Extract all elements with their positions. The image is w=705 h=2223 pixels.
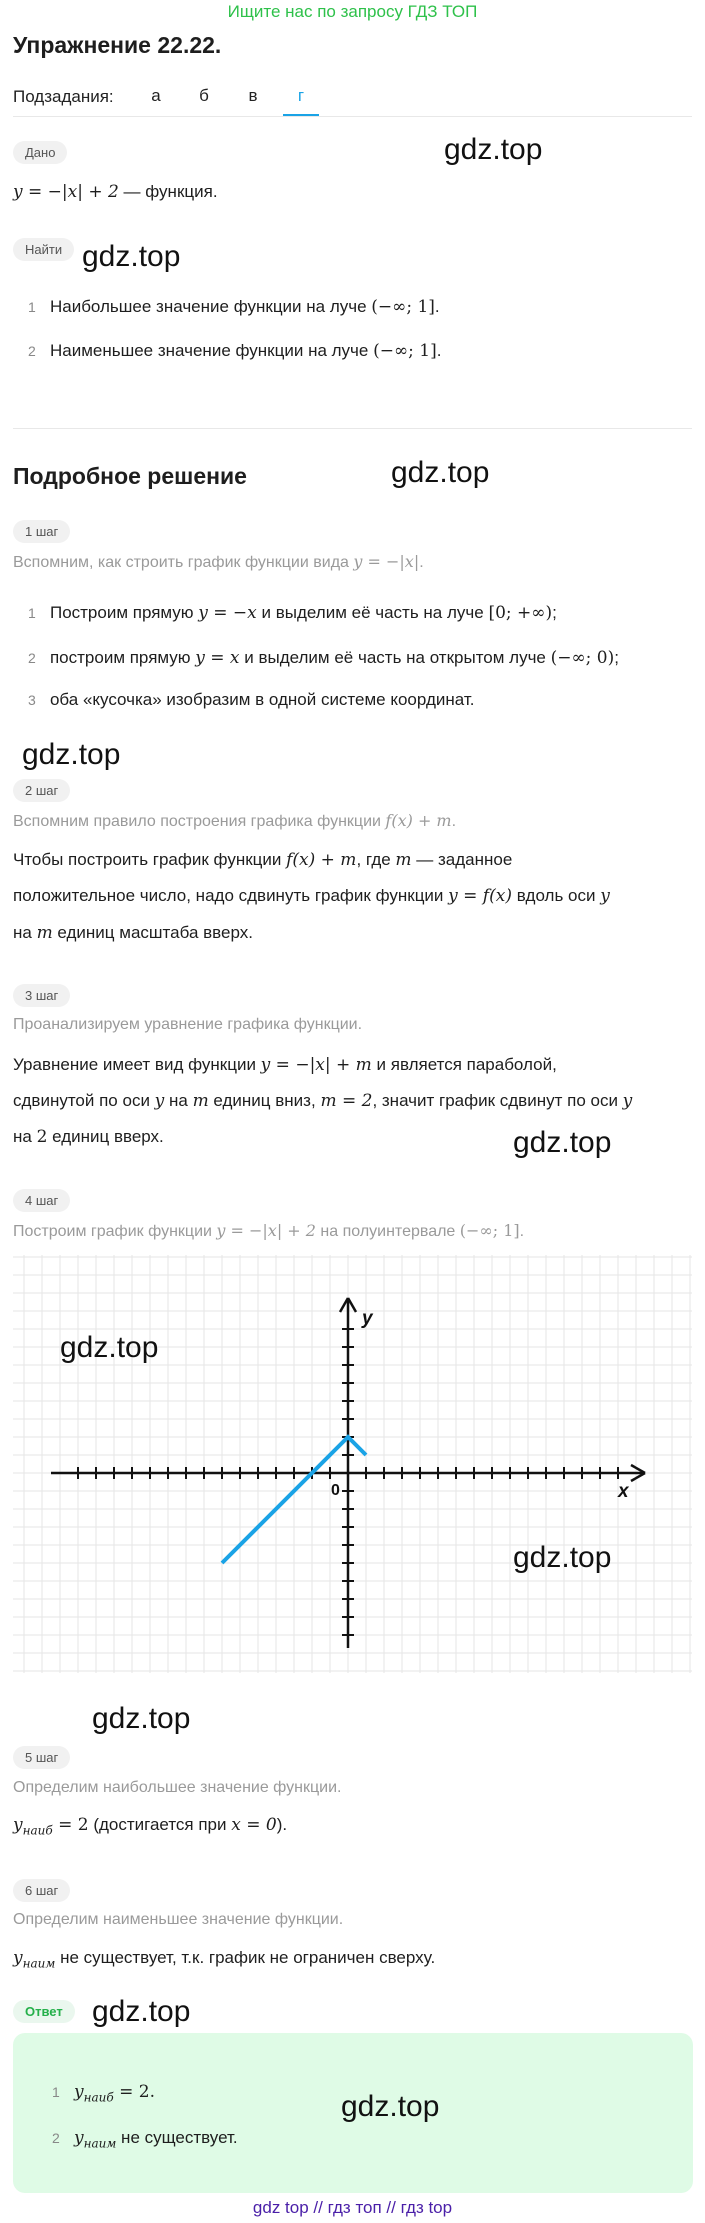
given-text <box>13 180 218 204</box>
item-math: y = −x <box>198 603 257 623</box>
tab-a[interactable]: а <box>151 86 161 105</box>
item-text: Наименьшее значение функции на луче <box>49 341 374 360</box>
x-axis-label: x <box>618 1481 629 1502</box>
line-text: единиц вниз, <box>208 1091 321 1110</box>
item-number: 3 <box>28 692 36 708</box>
item-number: 2 <box>28 650 36 666</box>
line-text: Чтобы построить график функции <box>13 850 287 869</box>
step-5-label: 5 шаг <box>13 1746 70 1769</box>
graph <box>13 1255 692 1673</box>
item-text: Наибольшее значение функции на луче <box>49 297 372 316</box>
find-item <box>28 295 440 319</box>
line-text: , где <box>356 850 396 869</box>
step-6-label: 6 шаг <box>13 1879 70 1902</box>
step-2-line <box>13 921 253 945</box>
line-math: y <box>13 1948 23 1968</box>
item-math: (−∞; 1] <box>371 297 435 317</box>
item-text: оба «кусочка» изобразим в одной системе координат. <box>49 690 475 709</box>
line-math: y <box>154 1091 165 1111</box>
line-text: на <box>13 1127 37 1146</box>
line-text: Уравнение имеет вид функции <box>13 1055 261 1074</box>
item-math: = 2. <box>113 2082 155 2102</box>
line-text: на <box>13 923 37 942</box>
step-1-item <box>28 688 474 712</box>
step-3-line <box>13 1125 164 1149</box>
item-math: y <box>73 2082 84 2102</box>
item-number: 1 <box>52 2084 60 2100</box>
line-text: положительное число, надо сдвинуть график функции <box>13 886 449 905</box>
item-end: . <box>436 341 442 360</box>
item-number: 1 <box>28 299 36 315</box>
line-math: y = −|x| + m <box>260 1055 372 1075</box>
line-text: , значит график сдвинут по оси <box>372 1091 623 1110</box>
watermark: gdz.top <box>82 240 181 273</box>
item-end: ; <box>614 648 619 667</box>
item-number: 1 <box>28 605 36 621</box>
item-end: . <box>434 297 440 316</box>
hint-end: . <box>519 1223 525 1240</box>
watermark: gdz.top <box>391 456 490 489</box>
find-item <box>28 339 441 363</box>
line-math: = 2 <box>52 1815 89 1835</box>
watermark: gdz.top <box>92 1702 191 1735</box>
line-math: y <box>600 886 610 906</box>
line-math: f(x) + m <box>286 850 357 870</box>
hint-math: (−∞; 1] <box>459 1221 520 1240</box>
watermark: gdz.top <box>92 1995 191 2028</box>
hint-text: Вспомним, как строить график функции вида <box>13 554 354 571</box>
line-math: m <box>395 850 412 870</box>
step-2-line <box>13 884 610 908</box>
step-1-hint <box>13 552 424 572</box>
hint-end: . <box>451 813 457 830</box>
given-label: Дано <box>13 141 67 164</box>
line-text: — заданное <box>411 850 513 869</box>
item-text: и выделим её часть на открытом луче <box>239 648 551 667</box>
line-math: y = f(x) <box>448 886 512 906</box>
tab-b[interactable]: б <box>199 86 209 105</box>
hint-text: Построим график функции <box>13 1223 217 1240</box>
step-6-hint: Определим наименьшее значение функции. <box>13 1911 344 1928</box>
line-text: единиц вверх. <box>47 1127 164 1146</box>
item-math: (−∞; 1] <box>373 341 437 361</box>
item-text: Построим прямую <box>49 603 199 622</box>
line-text: вдоль оси <box>511 886 601 905</box>
watermark: gdz.top <box>444 133 543 166</box>
line-text: единиц масштаба вверх. <box>52 923 253 942</box>
line-math-sub: наим <box>22 1956 56 1971</box>
step-3-line <box>13 1053 557 1077</box>
origin-label: 0 <box>331 1482 340 1499</box>
answer-item <box>52 2126 238 2155</box>
item-math: y = x <box>195 648 240 668</box>
item-text: не существует. <box>116 2128 238 2147</box>
step-2-label: 2 шаг <box>13 779 70 802</box>
watermark: gdz.top <box>60 1331 159 1364</box>
item-number: 2 <box>28 343 36 359</box>
line-math: m <box>36 923 53 943</box>
step-5-line <box>13 1813 287 1842</box>
line-math-sub: наиб <box>22 1823 53 1838</box>
hint-math: f(x) + m <box>385 811 452 830</box>
item-text: и выделим её часть на луче <box>256 603 489 622</box>
page-title: Упражнение 22.22. <box>13 32 222 58</box>
step-3-hint: Проанализируем уравнение графика функции. <box>13 1016 363 1033</box>
step-4-label: 4 шаг <box>13 1189 70 1212</box>
line-math: 2 <box>36 1127 48 1147</box>
watermark: gdz.top <box>513 1541 612 1574</box>
item-math-sub: наиб <box>83 2090 114 2105</box>
line-math: m = 2 <box>320 1091 373 1111</box>
step-4-hint <box>13 1221 524 1241</box>
line-math: x = 0 <box>231 1815 277 1835</box>
answer-item <box>52 2080 155 2109</box>
divider <box>13 428 692 429</box>
top-banner[interactable]: Ищите нас по запросу ГДЗ ТОП <box>227 2 478 21</box>
line-text: не существует, т.к. график не ограничен сверху. <box>55 1948 436 1967</box>
watermark: gdz.top <box>22 738 121 771</box>
item-math: [0; +∞) <box>488 603 553 623</box>
line-math: y <box>622 1091 633 1111</box>
line-text: ). <box>276 1815 288 1834</box>
step-3-label: 3 шаг <box>13 984 70 1007</box>
footer-links[interactable]: gdz top // гдз топ // гдз top <box>252 2198 453 2217</box>
hint-end: . <box>419 554 424 571</box>
item-math: (−∞; 0) <box>550 648 615 668</box>
step-1-label: 1 шаг <box>13 520 70 543</box>
step-2-hint <box>13 811 456 831</box>
watermark: gdz.top <box>341 2090 440 2123</box>
watermark: gdz.top <box>513 1126 612 1159</box>
graph-svg <box>13 1255 692 1673</box>
item-text: построим прямую <box>49 648 196 667</box>
tab-g[interactable]: г <box>283 86 319 116</box>
step-5-hint: Определим наибольшее значение функции. <box>13 1779 342 1796</box>
hint-math: y = −|x| + 2 <box>216 1221 316 1240</box>
item-math-sub: наим <box>83 2136 117 2151</box>
hint-math: y = −|x| <box>353 552 420 571</box>
line-math: m <box>192 1091 209 1111</box>
line-text: (достигается при <box>88 1815 232 1834</box>
subtasks-label: Подзадания: <box>13 87 114 106</box>
answer-label: Ответ <box>13 2000 75 2023</box>
hint-text: Вспомним правило построения графика функции <box>13 813 386 830</box>
item-number: 2 <box>52 2130 60 2146</box>
hint-text: на полуинтервале <box>315 1223 460 1240</box>
line-text: сдвинутой по оси <box>13 1091 155 1110</box>
y-axis-label: y <box>362 1308 373 1329</box>
step-1-item <box>28 601 557 625</box>
given-description: — функция. <box>118 182 218 201</box>
given-equation: y = −|x| + 2 <box>13 182 119 202</box>
item-math: y <box>73 2128 84 2148</box>
step-3-line <box>13 1089 632 1113</box>
solution-title: Подробное решение <box>13 463 247 489</box>
find-label: Найти <box>13 238 74 261</box>
line-text: на <box>164 1091 193 1110</box>
line-text: и является параболой, <box>371 1055 557 1074</box>
grid-lines <box>13 1255 692 1673</box>
item-end: ; <box>552 603 557 622</box>
step-2-line <box>13 848 512 872</box>
tab-v[interactable]: в <box>248 86 258 105</box>
step-1-item <box>28 646 619 670</box>
step-6-line <box>13 1946 435 1975</box>
line-math: y <box>13 1815 23 1835</box>
divider <box>13 116 692 117</box>
